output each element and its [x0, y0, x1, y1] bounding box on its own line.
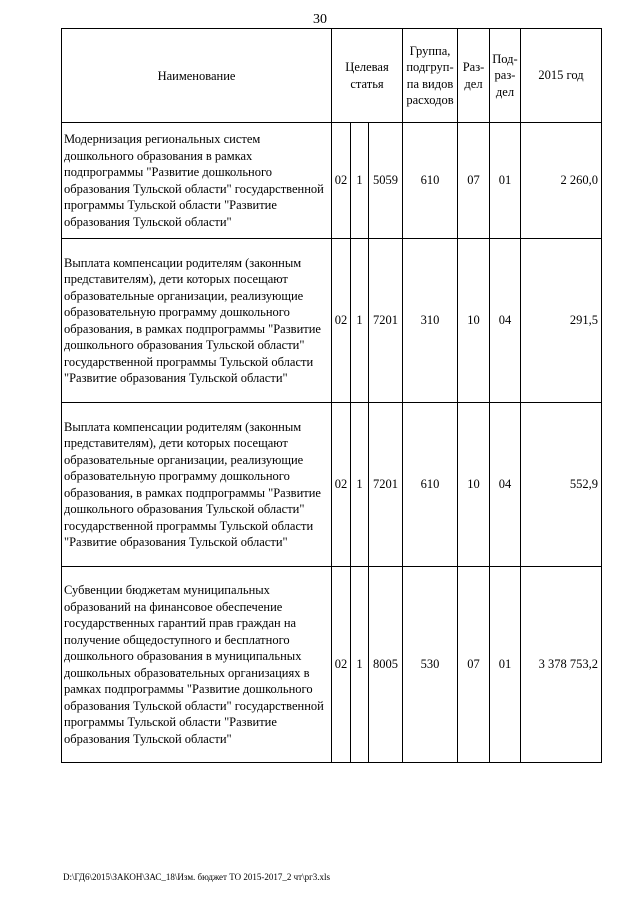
row-subsection: 01: [490, 567, 521, 763]
row-name: Выплата компенсации родителям (законным представителям), дети которых посещают образовательные организации, реализующие образовательную программу дошкольного образования, в рамках подпрограммы "Развитие дошкольного образования Тульской области" государственной программы Тульской области "Развитие образования Тульской области": [62, 403, 332, 567]
row-code-3: 7201: [369, 403, 403, 567]
row-subsection: 01: [490, 123, 521, 239]
row-code-3: 8005: [369, 567, 403, 763]
table-header-row: [62, 29, 602, 123]
table-row: [62, 567, 602, 763]
header-name: Наименование: [62, 29, 332, 123]
row-group: 310: [403, 239, 458, 403]
row-amount: 3 378 753,2: [521, 567, 602, 763]
row-section: 07: [458, 123, 490, 239]
row-code-1: 02: [332, 123, 351, 239]
row-code-1: 02: [332, 567, 351, 763]
header-section: Раз- дел: [458, 29, 490, 123]
row-subsection: 04: [490, 239, 521, 403]
row-code-1: 02: [332, 239, 351, 403]
row-code-1: 02: [332, 403, 351, 567]
table-row: [62, 239, 602, 403]
header-year: 2015 год: [521, 29, 602, 123]
row-name: Модернизация региональных систем дошкольного образования в рамках подпрограммы "Развитие дошкольного образования Тульской области" государственной программы Тульской области "Развитие образования Тульской области": [62, 123, 332, 239]
row-code-2: 1: [351, 239, 369, 403]
row-code-3: 5059: [369, 123, 403, 239]
row-group: 610: [403, 403, 458, 567]
file-path-footer: D:\ГД6\2015\ЗАКОН\ЗАС_18\Изм. бюджет ТО 2015-2017_2 чт\рг3.xls: [63, 872, 331, 882]
row-section: 10: [458, 239, 490, 403]
budget-table: [61, 28, 602, 763]
header-target: Целевая статья: [332, 29, 403, 123]
row-amount: 2 260,0: [521, 123, 602, 239]
row-amount: 552,9: [521, 403, 602, 567]
page-number: 30: [313, 12, 327, 27]
row-group: 530: [403, 567, 458, 763]
row-code-2: 1: [351, 123, 369, 239]
table-row: [62, 123, 602, 239]
header-subsection: Под- раз- дел: [490, 29, 521, 123]
row-name: Выплата компенсации родителям (законным представителям), дети которых посещают образовательные организации, реализующие образовательную программу дошкольного образования, в рамках подпрограммы "Развитие дошкольного образования Тульской области" государственной программы Тульской области "Развитие образования Тульской области": [62, 239, 332, 403]
row-section: 07: [458, 567, 490, 763]
row-section: 10: [458, 403, 490, 567]
row-name: Субвенции бюджетам муниципальных образований на финансовое обеспечение государственных гарантий прав граждан на получение общедоступного и бесплатного дошкольного образования в муниципальных дошкольных образовательных организациях в рамках подпрограммы "Развитие дошкольного образования Тульской области" государственной программы Тульской области "Развитие образования Тульской области": [62, 567, 332, 763]
row-code-2: 1: [351, 567, 369, 763]
header-group: Группа, подгруп- па видов расходов: [403, 29, 458, 123]
row-code-2: 1: [351, 403, 369, 567]
row-group: 610: [403, 123, 458, 239]
row-amount: 291,5: [521, 239, 602, 403]
table-row: [62, 403, 602, 567]
row-code-3: 7201: [369, 239, 403, 403]
row-subsection: 04: [490, 403, 521, 567]
